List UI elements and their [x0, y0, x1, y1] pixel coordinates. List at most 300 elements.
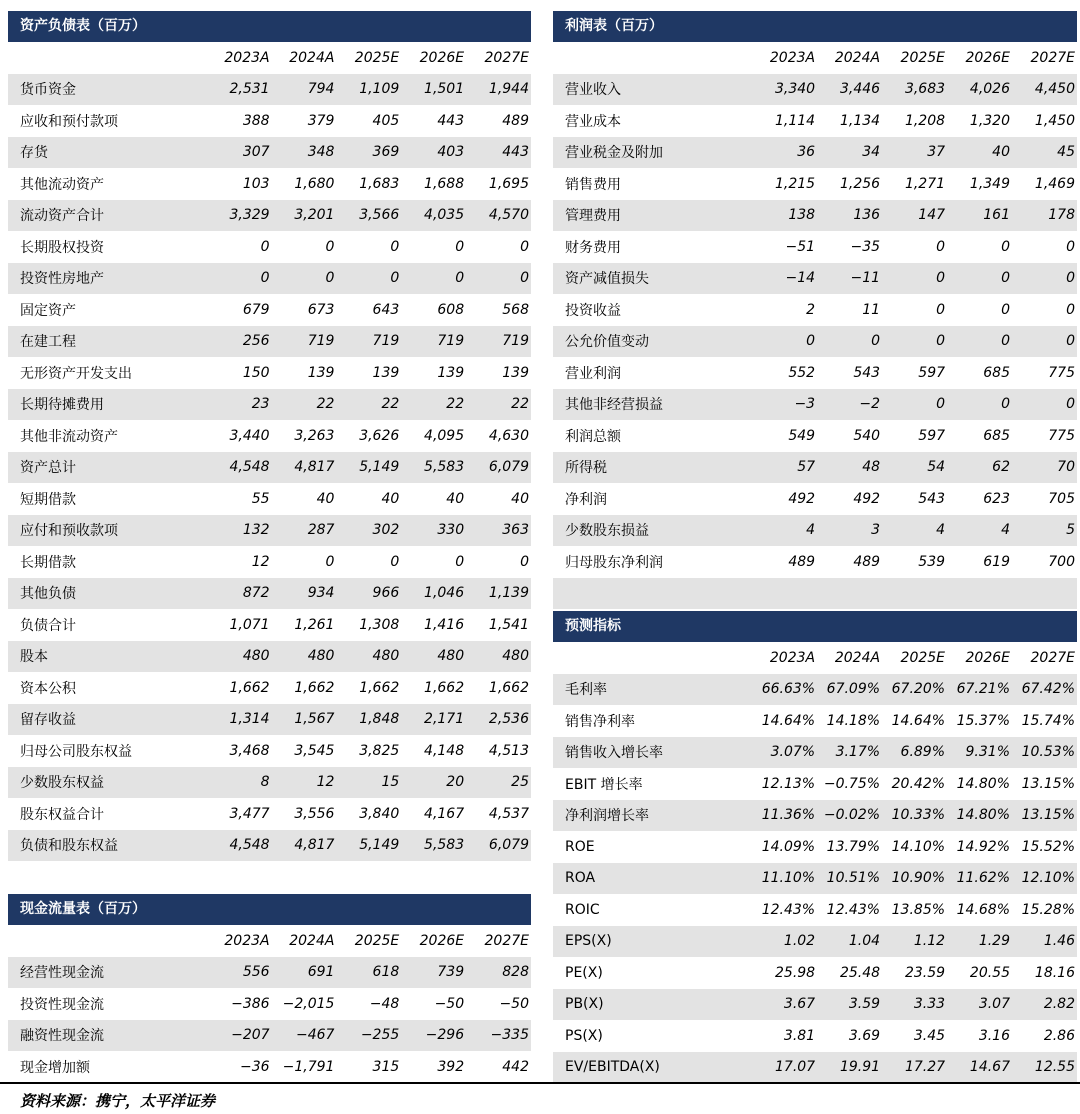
cell-value: 3,840 — [359, 805, 400, 822]
table-row — [8, 74, 531, 106]
balance-sheet-title: 资产负债表（百万） — [8, 11, 531, 42]
table-row — [8, 704, 531, 736]
cell-value: 4,817 — [272, 830, 337, 862]
row-label: 固定资产 — [20, 302, 76, 319]
cell-value: 966 — [336, 578, 401, 610]
cell-value: 147 — [882, 200, 947, 232]
cell-value: 302 — [336, 515, 401, 547]
cell-value: 379 — [307, 112, 335, 129]
year-header: 2027E — [1030, 649, 1075, 666]
table-row — [553, 894, 1077, 926]
row-label: 现金增加额 — [20, 1059, 90, 1076]
cell-value: 0 — [1066, 301, 1075, 318]
cell-value: 3,477 — [229, 805, 270, 822]
row-label: ROA — [553, 863, 752, 895]
cell-value: 0 — [390, 238, 400, 255]
cell-value: 1.12 — [882, 926, 947, 958]
cell-value: −36 — [240, 1058, 270, 1075]
cell-value: 540 — [853, 427, 881, 444]
cell-value: 0 — [1012, 263, 1077, 295]
cell-value: 14.80% — [956, 775, 1010, 792]
cell-value: 3.07% — [752, 737, 817, 769]
row-label: 其他流动资产 — [20, 176, 104, 193]
cell-value: 40 — [947, 137, 1012, 169]
cell-value: 13.85% — [891, 901, 946, 918]
cell-value: −0.75% — [823, 775, 881, 792]
table-row — [553, 800, 1077, 832]
cell-value: 4,548 — [207, 830, 272, 862]
row-label: 管理费用 — [553, 200, 752, 232]
income-statement-panel — [553, 11, 1077, 609]
cell-value: 139 — [372, 364, 400, 381]
cell-value: 37 — [882, 137, 947, 169]
cell-value: 480 — [466, 641, 531, 673]
cell-value: 388 — [242, 112, 270, 129]
cell-value: 34 — [817, 137, 882, 169]
table-row — [553, 674, 1077, 706]
cell-value: 14.68% — [956, 901, 1010, 918]
cell-value: 4 — [752, 515, 817, 547]
cell-value: 307 — [207, 137, 272, 169]
cell-value: 4,167 — [424, 805, 465, 822]
year-header-row — [8, 925, 531, 957]
source-note: 资料来源：携宁，太平洋证券 — [20, 1092, 216, 1110]
cell-value: 12.10% — [1012, 863, 1077, 895]
row-label: 营业利润 — [565, 365, 621, 382]
cell-value: 10.53% — [1012, 737, 1077, 769]
table-row — [553, 420, 1077, 452]
cell-value: 40 — [316, 490, 335, 507]
cell-value: 643 — [372, 301, 400, 318]
row-label: 无形资产开发支出 — [20, 365, 132, 382]
cell-value: 1,109 — [336, 74, 401, 106]
row-label: 营业税金及附加 — [553, 137, 752, 169]
cell-value: 568 — [502, 301, 529, 318]
year-header: 2024A — [289, 932, 335, 949]
cell-value: 330 — [401, 515, 466, 547]
cell-value: 719 — [401, 326, 466, 358]
table-row — [8, 830, 531, 862]
cell-value: 20 — [401, 767, 466, 799]
forecast-title: 预测指标 — [553, 611, 1077, 642]
cell-value: 719 — [272, 326, 337, 358]
cell-value: 492 — [853, 490, 881, 507]
cell-value: 40 — [511, 490, 529, 507]
cell-value: 3.07 — [947, 989, 1012, 1021]
table-row — [553, 326, 1077, 358]
cell-value: 1.02 — [752, 926, 817, 958]
cell-value: 794 — [272, 74, 337, 106]
cell-value: 480 — [336, 641, 401, 673]
table-row — [8, 641, 531, 673]
row-label: ROE — [565, 838, 595, 855]
cell-value: 15.74% — [1021, 712, 1075, 729]
year-header-row — [553, 642, 1077, 674]
cell-value: 12.55 — [1012, 1052, 1077, 1084]
cell-value: 23.59 — [904, 964, 946, 981]
year-header: 2025E — [354, 49, 400, 66]
cell-value: 405 — [372, 112, 400, 129]
cell-value: 315 — [372, 1058, 400, 1075]
row-label: 货币资金 — [8, 74, 207, 106]
cell-value: 348 — [272, 137, 337, 169]
row-label: 长期股权投资 — [20, 239, 104, 256]
cell-value: 3,446 — [817, 74, 882, 106]
cell-value: 14.64% — [891, 712, 946, 729]
cell-value: 0 — [466, 263, 531, 295]
year-header-blank — [553, 642, 752, 674]
cell-value: 287 — [272, 515, 337, 547]
row-label: 资本公积 — [20, 680, 76, 697]
table-row — [553, 168, 1077, 200]
table-row — [8, 452, 531, 484]
cell-value: 3,340 — [752, 74, 817, 106]
cell-value: 556 — [207, 957, 272, 989]
cell-value: 11.10% — [752, 863, 817, 895]
cell-value: 1,256 — [839, 175, 881, 192]
cell-value: 0 — [272, 263, 337, 295]
income-statement-table — [553, 42, 1077, 578]
cell-value: 20.42% — [891, 775, 946, 792]
cell-value: 0 — [947, 263, 1012, 295]
cell-value: 14.64% — [761, 712, 816, 729]
cell-value: 22 — [466, 389, 531, 421]
cell-value: 489 — [502, 112, 529, 129]
cell-value: 1,662 — [424, 679, 465, 696]
cell-value: 5,583 — [401, 452, 466, 484]
cell-value: 0 — [882, 326, 947, 358]
cell-value: 66.63% — [752, 674, 817, 706]
cell-value: 3,683 — [882, 74, 947, 106]
cell-value: 14.67 — [947, 1052, 1012, 1084]
cell-value: 673 — [307, 301, 335, 318]
row-label: 存货 — [8, 137, 207, 169]
cell-value: 679 — [242, 301, 270, 318]
table-row — [553, 105, 1077, 137]
cell-value: 5,149 — [336, 452, 401, 484]
cell-value: 1,314 — [207, 704, 272, 736]
cell-value: 103 — [242, 175, 270, 192]
cashflow-table — [8, 925, 531, 1083]
row-label: 在建工程 — [8, 326, 207, 358]
cell-value: 25.48 — [839, 964, 881, 981]
cell-value: 1,683 — [359, 175, 400, 192]
cell-value: 1,662 — [359, 679, 400, 696]
cell-value: 1.46 — [1012, 926, 1077, 958]
row-label: 资产减值损失 — [553, 263, 752, 295]
cell-value: 0 — [401, 263, 466, 295]
cell-value: 4,817 — [272, 452, 337, 484]
cell-value: −255 — [336, 1020, 401, 1052]
table-row — [8, 1051, 531, 1083]
cell-value: 4,035 — [401, 200, 466, 232]
table-row — [8, 1020, 531, 1052]
cell-value: 1,114 — [775, 112, 816, 129]
cell-value: 5 — [1012, 515, 1077, 547]
cell-value: 3.59 — [817, 989, 882, 1021]
year-header: 2023A — [224, 49, 270, 66]
year-header-blank — [553, 42, 752, 74]
cell-value: 0 — [520, 238, 529, 255]
row-label: 经营性现金流 — [8, 957, 207, 989]
table-row — [553, 863, 1077, 895]
cell-value: 14.10% — [891, 838, 946, 855]
cell-value: −48 — [369, 995, 400, 1012]
cell-value: 4,570 — [466, 200, 531, 232]
cell-value: 36 — [752, 137, 817, 169]
cell-value: 4,537 — [488, 805, 529, 822]
cell-value: 6.89% — [882, 737, 947, 769]
year-header-blank — [8, 925, 207, 957]
cell-value: 872 — [207, 578, 272, 610]
row-label: 归母股东净利润 — [565, 554, 663, 571]
table-row — [8, 988, 531, 1020]
cell-value: 11 — [862, 301, 881, 318]
cell-value: 3.17% — [817, 737, 882, 769]
row-label: 应付和预收款项 — [8, 515, 207, 547]
row-label: 销售收入增长率 — [553, 737, 752, 769]
cell-value: 691 — [272, 957, 337, 989]
year-header-row — [8, 42, 531, 74]
table-row — [553, 74, 1077, 106]
year-header: 2026E — [419, 49, 465, 66]
row-label: 投资收益 — [565, 302, 621, 319]
cell-value: 489 — [788, 553, 816, 570]
cell-value: 392 — [437, 1058, 465, 1075]
cell-value: 1.29 — [947, 926, 1012, 958]
cell-value: −3 — [752, 389, 817, 421]
balance-sheet-panel — [8, 11, 531, 861]
table-row — [8, 168, 531, 200]
cell-value: −50 — [434, 995, 465, 1012]
cell-value: 12.13% — [761, 775, 816, 792]
cell-value: 4,026 — [947, 74, 1012, 106]
cell-value: −50 — [499, 995, 529, 1012]
cell-value: 1,320 — [969, 112, 1010, 129]
cell-value: 1,662 — [229, 679, 270, 696]
cell-value: 0 — [947, 326, 1012, 358]
cell-value: 0 — [207, 263, 272, 295]
year-header: 2026E — [419, 932, 465, 949]
cell-value: 1,680 — [294, 175, 335, 192]
cell-value: 597 — [918, 364, 946, 381]
row-label: 少数股东权益 — [8, 767, 207, 799]
cell-value: −51 — [785, 238, 816, 255]
table-row — [8, 546, 531, 578]
cell-value: 489 — [853, 553, 881, 570]
row-label: 流动资产合计 — [8, 200, 207, 232]
row-label: 负债合计 — [20, 617, 76, 634]
cell-value: 138 — [752, 200, 817, 232]
cell-value: 618 — [336, 957, 401, 989]
cell-value: 3.16 — [978, 1027, 1010, 1044]
cell-value: 1,208 — [904, 112, 946, 129]
cell-value: 1,071 — [229, 616, 270, 633]
table-row — [8, 137, 531, 169]
row-label: 销售净利率 — [565, 713, 635, 730]
cell-value: 12 — [251, 553, 270, 570]
cell-value: 1,450 — [1034, 112, 1075, 129]
row-label: 负债和股东权益 — [8, 830, 207, 862]
cell-value: 19.91 — [817, 1052, 882, 1084]
cell-value: −1,791 — [282, 1058, 335, 1075]
year-header: 2025E — [354, 932, 400, 949]
year-header: 2023A — [224, 932, 270, 949]
cell-value: 1,848 — [336, 704, 401, 736]
cell-value: 12.43% — [761, 901, 816, 918]
row-label: EV/EBITDA(X) — [553, 1052, 752, 1084]
cell-value: 139 — [307, 364, 335, 381]
cashflow-panel — [8, 894, 531, 1083]
cell-value: 1,215 — [775, 175, 816, 192]
cell-value: 1,139 — [466, 578, 531, 610]
cell-value: 5,583 — [401, 830, 466, 862]
cell-value: 0 — [260, 238, 270, 255]
cell-value: −386 — [231, 995, 270, 1012]
cell-value: 539 — [918, 553, 946, 570]
cell-value: 0 — [325, 238, 335, 255]
cell-value: 543 — [853, 364, 881, 381]
cell-value: 3.69 — [848, 1027, 881, 1044]
cell-value: 775 — [1048, 364, 1075, 381]
cell-value: 14.18% — [826, 712, 881, 729]
cell-value: 1,271 — [904, 175, 946, 192]
cell-value: 1,046 — [401, 578, 466, 610]
cell-value: 480 — [401, 641, 466, 673]
cell-value: 8 — [207, 767, 272, 799]
table-row — [553, 231, 1077, 263]
cell-value: 1,567 — [272, 704, 337, 736]
cell-value: 40 — [381, 490, 400, 507]
row-label: 销售费用 — [565, 176, 621, 193]
table-row — [8, 263, 531, 295]
cell-value: 0 — [1012, 326, 1077, 358]
row-label: 应收和预付款项 — [20, 113, 118, 130]
table-row — [8, 105, 531, 137]
cell-value: −35 — [850, 238, 881, 255]
row-label: 所得税 — [553, 452, 752, 484]
year-header: 2026E — [965, 49, 1010, 66]
cell-value: 1.04 — [817, 926, 882, 958]
table-row — [553, 294, 1077, 326]
cell-value: 11.36% — [752, 800, 817, 832]
cell-value: 1,261 — [294, 616, 335, 633]
cell-value: 10.33% — [882, 800, 947, 832]
cell-value: 1,134 — [839, 112, 881, 129]
table-row — [553, 989, 1077, 1021]
row-label: 长期待摊费用 — [8, 389, 207, 421]
row-label: 净利润增长率 — [553, 800, 752, 832]
cell-value: 719 — [466, 326, 531, 358]
cell-value: −14 — [752, 263, 817, 295]
cell-value: 443 — [466, 137, 531, 169]
forecast-panel — [553, 611, 1077, 1083]
row-label: PB(X) — [553, 989, 752, 1021]
cell-value: 719 — [336, 326, 401, 358]
cell-value: 55 — [251, 490, 270, 507]
cell-value: 3,626 — [359, 427, 400, 444]
table-row — [553, 452, 1077, 484]
year-header: 2024A — [834, 49, 881, 66]
table-row — [8, 957, 531, 989]
row-label: 投资性现金流 — [20, 996, 104, 1013]
table-row — [553, 389, 1077, 421]
cell-value: 934 — [272, 578, 337, 610]
table-row — [8, 767, 531, 799]
cell-value: 67.09% — [817, 674, 882, 706]
cell-value: −296 — [401, 1020, 466, 1052]
cell-value: −2,015 — [282, 995, 335, 1012]
year-header: 2025E — [900, 49, 946, 66]
cell-value: 23 — [207, 389, 272, 421]
cell-value: 4 — [882, 515, 947, 547]
cell-value: 1,944 — [466, 74, 531, 106]
cell-value: 705 — [1048, 490, 1075, 507]
table-row — [553, 768, 1077, 800]
cell-value: 2,531 — [207, 74, 272, 106]
cell-value: 20.55 — [969, 964, 1010, 981]
cell-value: 0 — [1066, 238, 1075, 255]
cell-value: 0 — [936, 301, 946, 318]
cell-value: 13.15% — [1012, 800, 1077, 832]
table-row — [8, 578, 531, 610]
cell-value: 4,513 — [488, 742, 529, 759]
cell-value: 552 — [788, 364, 816, 381]
cell-value: 0 — [325, 553, 335, 570]
row-label: PS(X) — [565, 1027, 603, 1044]
cell-value: 3,566 — [336, 200, 401, 232]
cell-value: 442 — [502, 1058, 529, 1075]
cell-value: 0 — [390, 553, 400, 570]
year-header: 2026E — [965, 649, 1010, 666]
cell-value: 0 — [882, 263, 947, 295]
cell-value: 25 — [466, 767, 531, 799]
cell-value: 17.27 — [882, 1052, 947, 1084]
cell-value: 3,201 — [272, 200, 337, 232]
cell-value: 3,440 — [229, 427, 270, 444]
cell-value: 3 — [817, 515, 882, 547]
table-row — [8, 515, 531, 547]
cashflow-title: 现金流量表（百万） — [8, 894, 531, 925]
table-row — [8, 200, 531, 232]
table-row — [8, 735, 531, 767]
cell-value: 608 — [437, 301, 465, 318]
cell-value: 22 — [336, 389, 401, 421]
cell-value: 62 — [947, 452, 1012, 484]
row-label: 财务费用 — [565, 239, 621, 256]
cell-value: 1,662 — [488, 679, 529, 696]
cell-value: 10.51% — [817, 863, 882, 895]
cell-value: 67.21% — [947, 674, 1012, 706]
cell-value: 70 — [1012, 452, 1077, 484]
row-label: 公允价值变动 — [553, 326, 752, 358]
cell-value: 139 — [437, 364, 465, 381]
table-row — [8, 389, 531, 421]
cell-value: −0.02% — [817, 800, 882, 832]
cell-value: 3,329 — [207, 200, 272, 232]
table-row — [553, 515, 1077, 547]
cell-value: 15.52% — [1021, 838, 1075, 855]
row-label: 毛利率 — [553, 674, 752, 706]
cell-value: 11.62% — [947, 863, 1012, 895]
cell-value: 2.86 — [1043, 1027, 1075, 1044]
cell-value: 9.31% — [947, 737, 1012, 769]
cell-value: 2 — [806, 301, 816, 318]
cell-value: −2 — [817, 389, 882, 421]
cell-value: 12.43% — [826, 901, 881, 918]
table-row — [553, 546, 1077, 578]
cell-value: 14.92% — [956, 838, 1010, 855]
